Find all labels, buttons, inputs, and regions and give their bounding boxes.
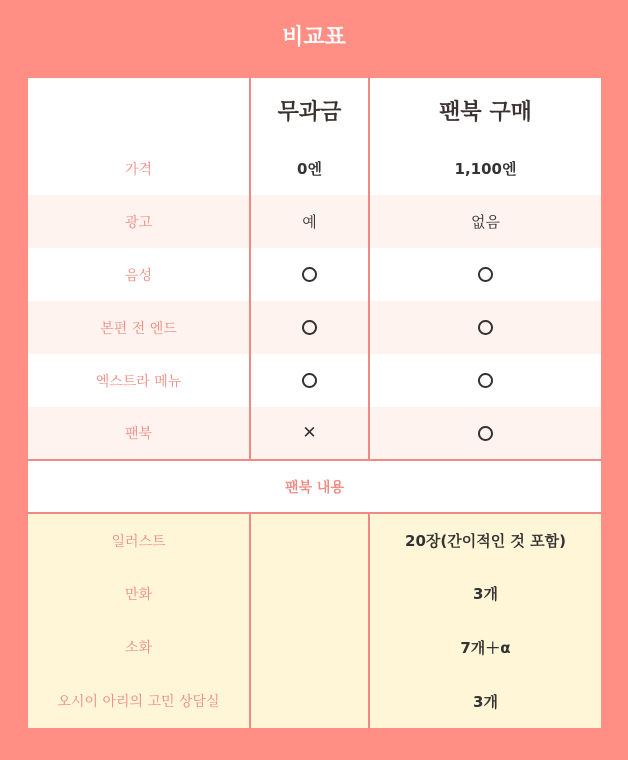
row-label: 음성 [124, 267, 153, 284]
paid-value: 없음 [368, 195, 601, 248]
table-row [28, 248, 601, 301]
circle-icon [478, 426, 493, 441]
table-row [28, 567, 601, 620]
table-row [28, 354, 601, 407]
free-value: 예 [249, 195, 368, 248]
cross-icon: ✕ [302, 423, 317, 443]
paid-value-cell [368, 354, 601, 407]
column-header-free: 무과금 [249, 78, 368, 142]
column-header-fanbook: 팬북 구매 [368, 78, 601, 142]
paid-value: 3개 [368, 674, 601, 728]
free-value-cell [249, 514, 368, 567]
paid-value-cell [368, 248, 601, 301]
row-label: 광고 [124, 214, 153, 231]
paid-value: 3개 [368, 567, 601, 620]
section-title: 팬북 내용 [28, 461, 601, 512]
table-row [28, 674, 601, 728]
row-label: 팬북 [124, 426, 153, 442]
row-label: 오시이 아리의 고민 상담실 [57, 694, 220, 710]
row-label: 엑스트라 메뉴 [95, 373, 182, 390]
paid-value: 7개＋α [368, 620, 601, 674]
table-row [28, 620, 601, 674]
free-value-cell [249, 301, 368, 354]
row-label: 일러스트 [111, 533, 166, 550]
row-label: 소화 [124, 640, 153, 656]
table-row [28, 142, 601, 195]
circle-icon [478, 373, 493, 388]
circle-icon [302, 373, 317, 388]
circle-icon [302, 320, 317, 335]
circle-icon [302, 267, 317, 282]
table-row [28, 514, 601, 567]
free-value-cell [249, 354, 368, 407]
free-value-cell [249, 674, 368, 728]
free-value-cell [249, 407, 368, 459]
free-value-cell [249, 620, 368, 674]
row-label: 가격 [124, 161, 153, 178]
page-title: 비교표 [282, 24, 346, 50]
table-row [28, 301, 601, 354]
paid-value-cell [368, 301, 601, 354]
free-value-cell [249, 248, 368, 301]
circle-icon [478, 267, 493, 282]
row-label: 만화 [124, 586, 153, 603]
comparison-table [28, 78, 601, 728]
paid-value-cell [368, 407, 601, 459]
circle-icon [478, 320, 493, 335]
table-header-row [28, 78, 601, 142]
paid-value: 1,100엔 [368, 142, 601, 195]
free-value: 0엔 [249, 142, 368, 195]
paid-value: 20장(간이적인 것 포함) [368, 514, 601, 567]
row-label: 본편 전 엔드 [100, 320, 177, 337]
header-empty-cell [28, 78, 249, 142]
free-value-cell [249, 567, 368, 620]
table-row [28, 407, 601, 459]
table-row [28, 195, 601, 248]
